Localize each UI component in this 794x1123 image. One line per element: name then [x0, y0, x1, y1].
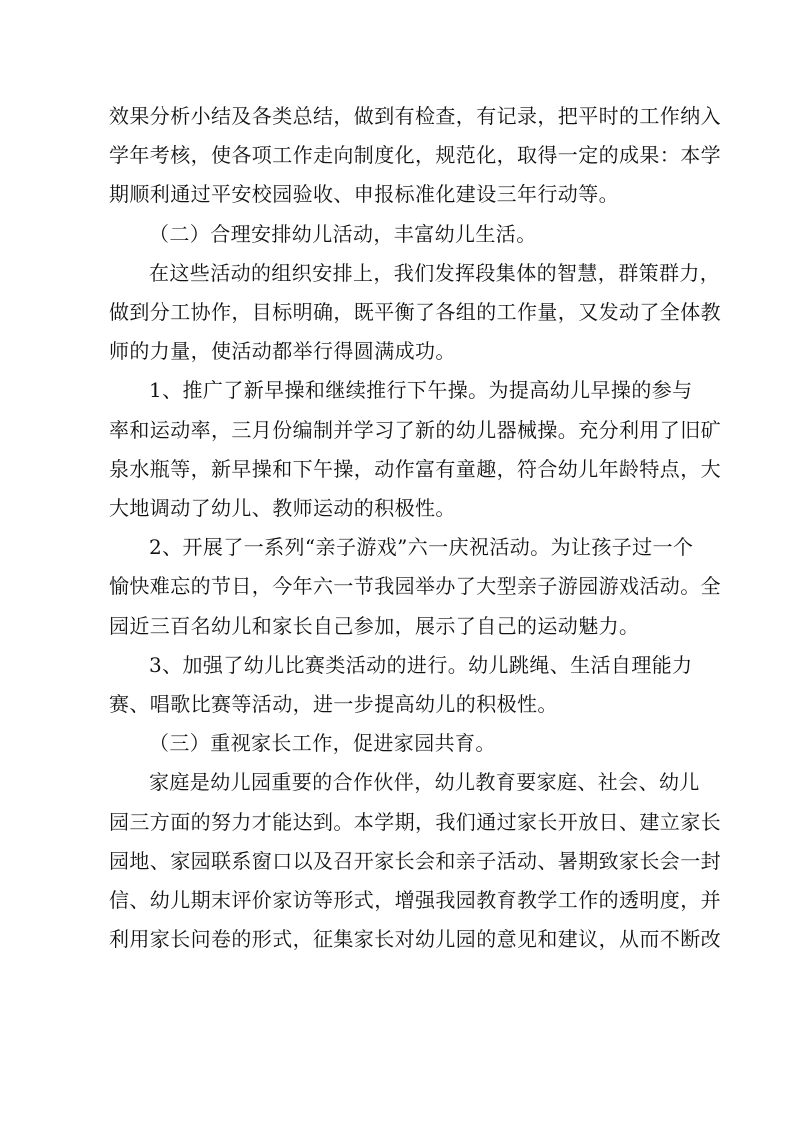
text-line: 大地调动了幼儿、教师运动的积极性。: [109, 496, 456, 521]
text-line: 3、加强了幼儿比赛类活动的进行。幼儿跳绳、生活自理能力: [149, 652, 693, 677]
text-line: 学年考核，使各项工作走向制度化，规范化，取得一定的成果：本学: [109, 143, 721, 168]
text-line: 利用家长问卷的形式，征集家长对幼儿园的意见和建议，从而不断改: [109, 927, 721, 952]
paragraph-organization: [109, 254, 721, 372]
text-line: 2、开展了一系列“亲子游戏”六一庆祝活动。为让孩子过一个: [149, 535, 694, 560]
section-heading-activities: [109, 215, 689, 254]
heading-text: （二）合理安排幼儿活动，丰富幼儿生活。: [149, 221, 537, 246]
text-line: 赛、唱歌比赛等活动，进一步提高幼儿的积极性。: [109, 692, 558, 717]
paragraph-item-3: [109, 646, 693, 724]
heading-text: （三）重视家长工作，促进家园共育。: [149, 731, 496, 756]
text-line: 率和运动率，三月份编制并学习了新的幼儿器械操。充分利用了旧矿: [109, 417, 721, 442]
paragraph-item-1: [109, 371, 721, 528]
paragraph-family: [109, 763, 721, 959]
text-line: 泉水瓶等，新早操和下午操，动作富有童趣，符合幼儿年龄特点，大: [109, 456, 721, 481]
text-line: 效果分析小结及各类总结，做到有检查，有记录，把平时的工作纳入: [109, 104, 721, 128]
text-line: 园三方面的努力才能达到。本学期，我们通过家长开放日、建立家长: [109, 809, 721, 834]
text-line: 在这些活动的组织安排上，我们发挥段集体的智慧，群策群力，: [149, 260, 721, 285]
text-line: 1、推广了新早操和继续推行下午操。为提高幼儿早操的参与: [149, 378, 693, 403]
text-line: 园近三百名幼儿和家长自己参加，展示了自己的运动魅力。: [109, 613, 640, 638]
text-line: 期顺利通过平安校园验收、申报标准化建设三年行动等。: [109, 182, 619, 207]
section-heading-parents: [109, 724, 689, 763]
text-line: 园地、家园联系窗口以及召开家长会和亲子活动、暑期致家长会一封: [109, 848, 721, 873]
paragraph-summary: [109, 97, 721, 215]
paragraph-item-2: [109, 528, 721, 646]
text-line: 做到分工协作，目标明确，既平衡了各组的工作量，又发动了全体教: [109, 300, 721, 325]
text-line: 信、幼儿期末评价家访等形式，增强我园教育教学工作的透明度，并: [109, 888, 721, 913]
text-line: 愉快难忘的节日，今年六一节我园举办了大型亲子游园游戏活动。全: [109, 574, 721, 599]
text-line: 家庭是幼儿园重要的合作伙伴，幼儿教育要家庭、社会、幼儿: [149, 770, 700, 795]
document-body: [109, 97, 721, 959]
text-line: 师的力量，使活动都举行得圆满成功。: [109, 339, 456, 364]
